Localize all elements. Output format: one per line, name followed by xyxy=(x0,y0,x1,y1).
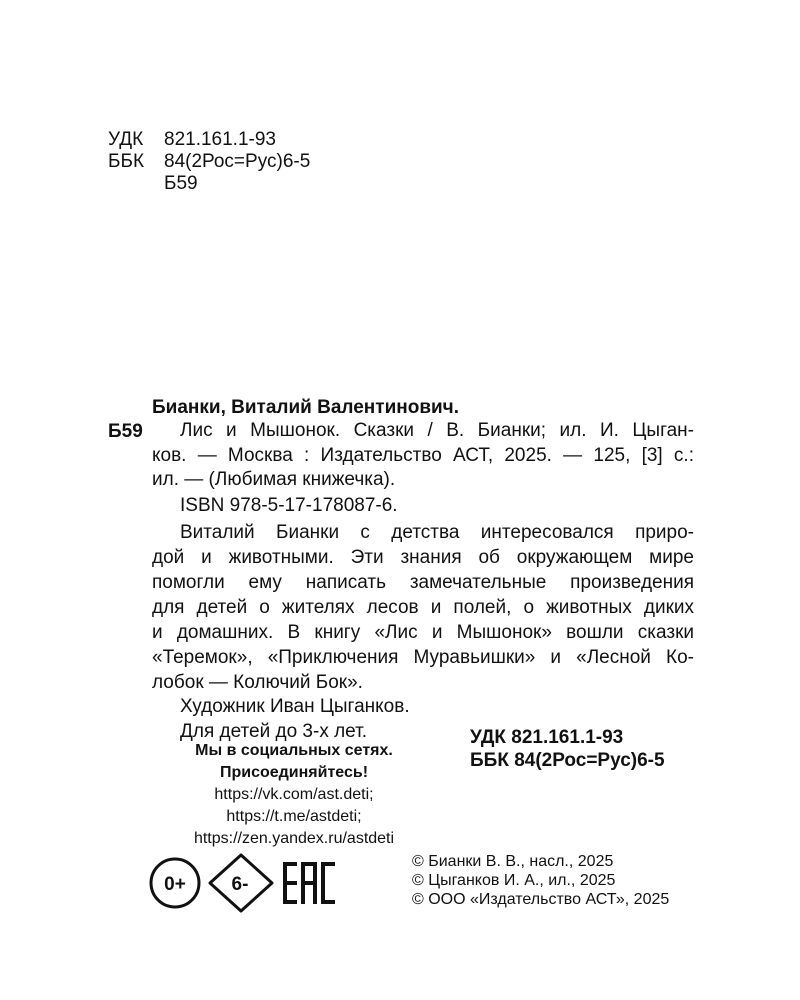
copyright-line-author: © Бианки В. В., насл., 2025 xyxy=(412,853,614,870)
annotation-line-1: Виталий Бианки с детства интересовался приро- xyxy=(180,522,694,543)
certification-marks xyxy=(147,852,337,914)
udk-row xyxy=(108,129,310,151)
age-rating-text: 0+ xyxy=(164,874,186,895)
bbk-value: 84(2Рос=Рус)6-5 xyxy=(164,151,311,172)
illustrator-note: Художник Иван Цыганков. xyxy=(180,696,410,717)
author-sign-value: Б59 xyxy=(164,173,198,194)
annotation-line-3: помогли ему написать замечательные произведения xyxy=(152,572,694,593)
udk-value: 821.161.1-93 xyxy=(164,129,276,150)
author-code: Б59 xyxy=(108,421,143,442)
bbk-row xyxy=(108,151,310,173)
description-line-2: ков. — Москва : Издательство АСТ, 2025. — 125, [3] с.: xyxy=(152,445,694,466)
age-note: Для детей до 3-х лет. xyxy=(180,721,367,742)
social-heading-2: Присоединяйтесь! xyxy=(219,764,369,781)
eac-mark-icon xyxy=(281,858,337,908)
author-sign-row xyxy=(108,173,310,195)
classification-bottom xyxy=(470,726,665,772)
social-link-telegram[interactable]: https://t.me/astdeti; xyxy=(226,808,362,825)
udk-bottom: УДК 821.161.1-93 xyxy=(470,727,624,748)
copyright-block xyxy=(412,852,669,909)
annotation-line-6: «Теремок», «Приключения Муравьишки» и «Лесной Ко- xyxy=(152,647,694,668)
copyright-line-publisher: © ООО «Издательство АСТ», 2025 xyxy=(412,891,670,908)
author-heading: Бианки, Виталий Валентинович. xyxy=(152,397,459,418)
annotation-line-4: для детей о жителях лесов и полей, о животных диких xyxy=(152,597,694,618)
author-sign-label xyxy=(108,173,164,195)
social-link-zen[interactable]: https://zen.yandex.ru/astdeti xyxy=(193,830,395,847)
annotation-line-2: дой и животными. Эти знания об окружающем мире xyxy=(152,547,694,568)
age-diamond-text: 6- xyxy=(231,874,249,895)
description-line-1: Лис и Мышонок. Сказки / В. Бианки; ил. И. Цыган- xyxy=(180,420,694,441)
copyright-line-illustrator: © Цыганков И. А., ил., 2025 xyxy=(412,872,616,889)
annotation-line-5: и домашних. В книгу «Лис и Мышонок» вошли сказки xyxy=(152,622,694,643)
social-heading-1: Мы в социальных сетях. xyxy=(195,742,393,759)
age-rating-circle-icon xyxy=(147,855,203,911)
udk-label: УДК xyxy=(108,129,144,150)
age-diamond-icon xyxy=(207,852,275,914)
description-line-3: ил. — (Любимая книжечка). xyxy=(152,469,396,490)
isbn: ISBN 978-5-17-178087-6. xyxy=(180,495,398,516)
bbk-bottom: ББК 84(2Рос=Рус)6-5 xyxy=(470,750,665,771)
social-link-vk[interactable]: https://vk.com/ast.deti; xyxy=(214,786,374,803)
annotation-line-7: лобок — Колючий Бок». xyxy=(152,672,363,693)
bbk-label: ББК xyxy=(108,151,145,172)
social-block xyxy=(144,740,444,850)
classification-top xyxy=(108,129,310,195)
